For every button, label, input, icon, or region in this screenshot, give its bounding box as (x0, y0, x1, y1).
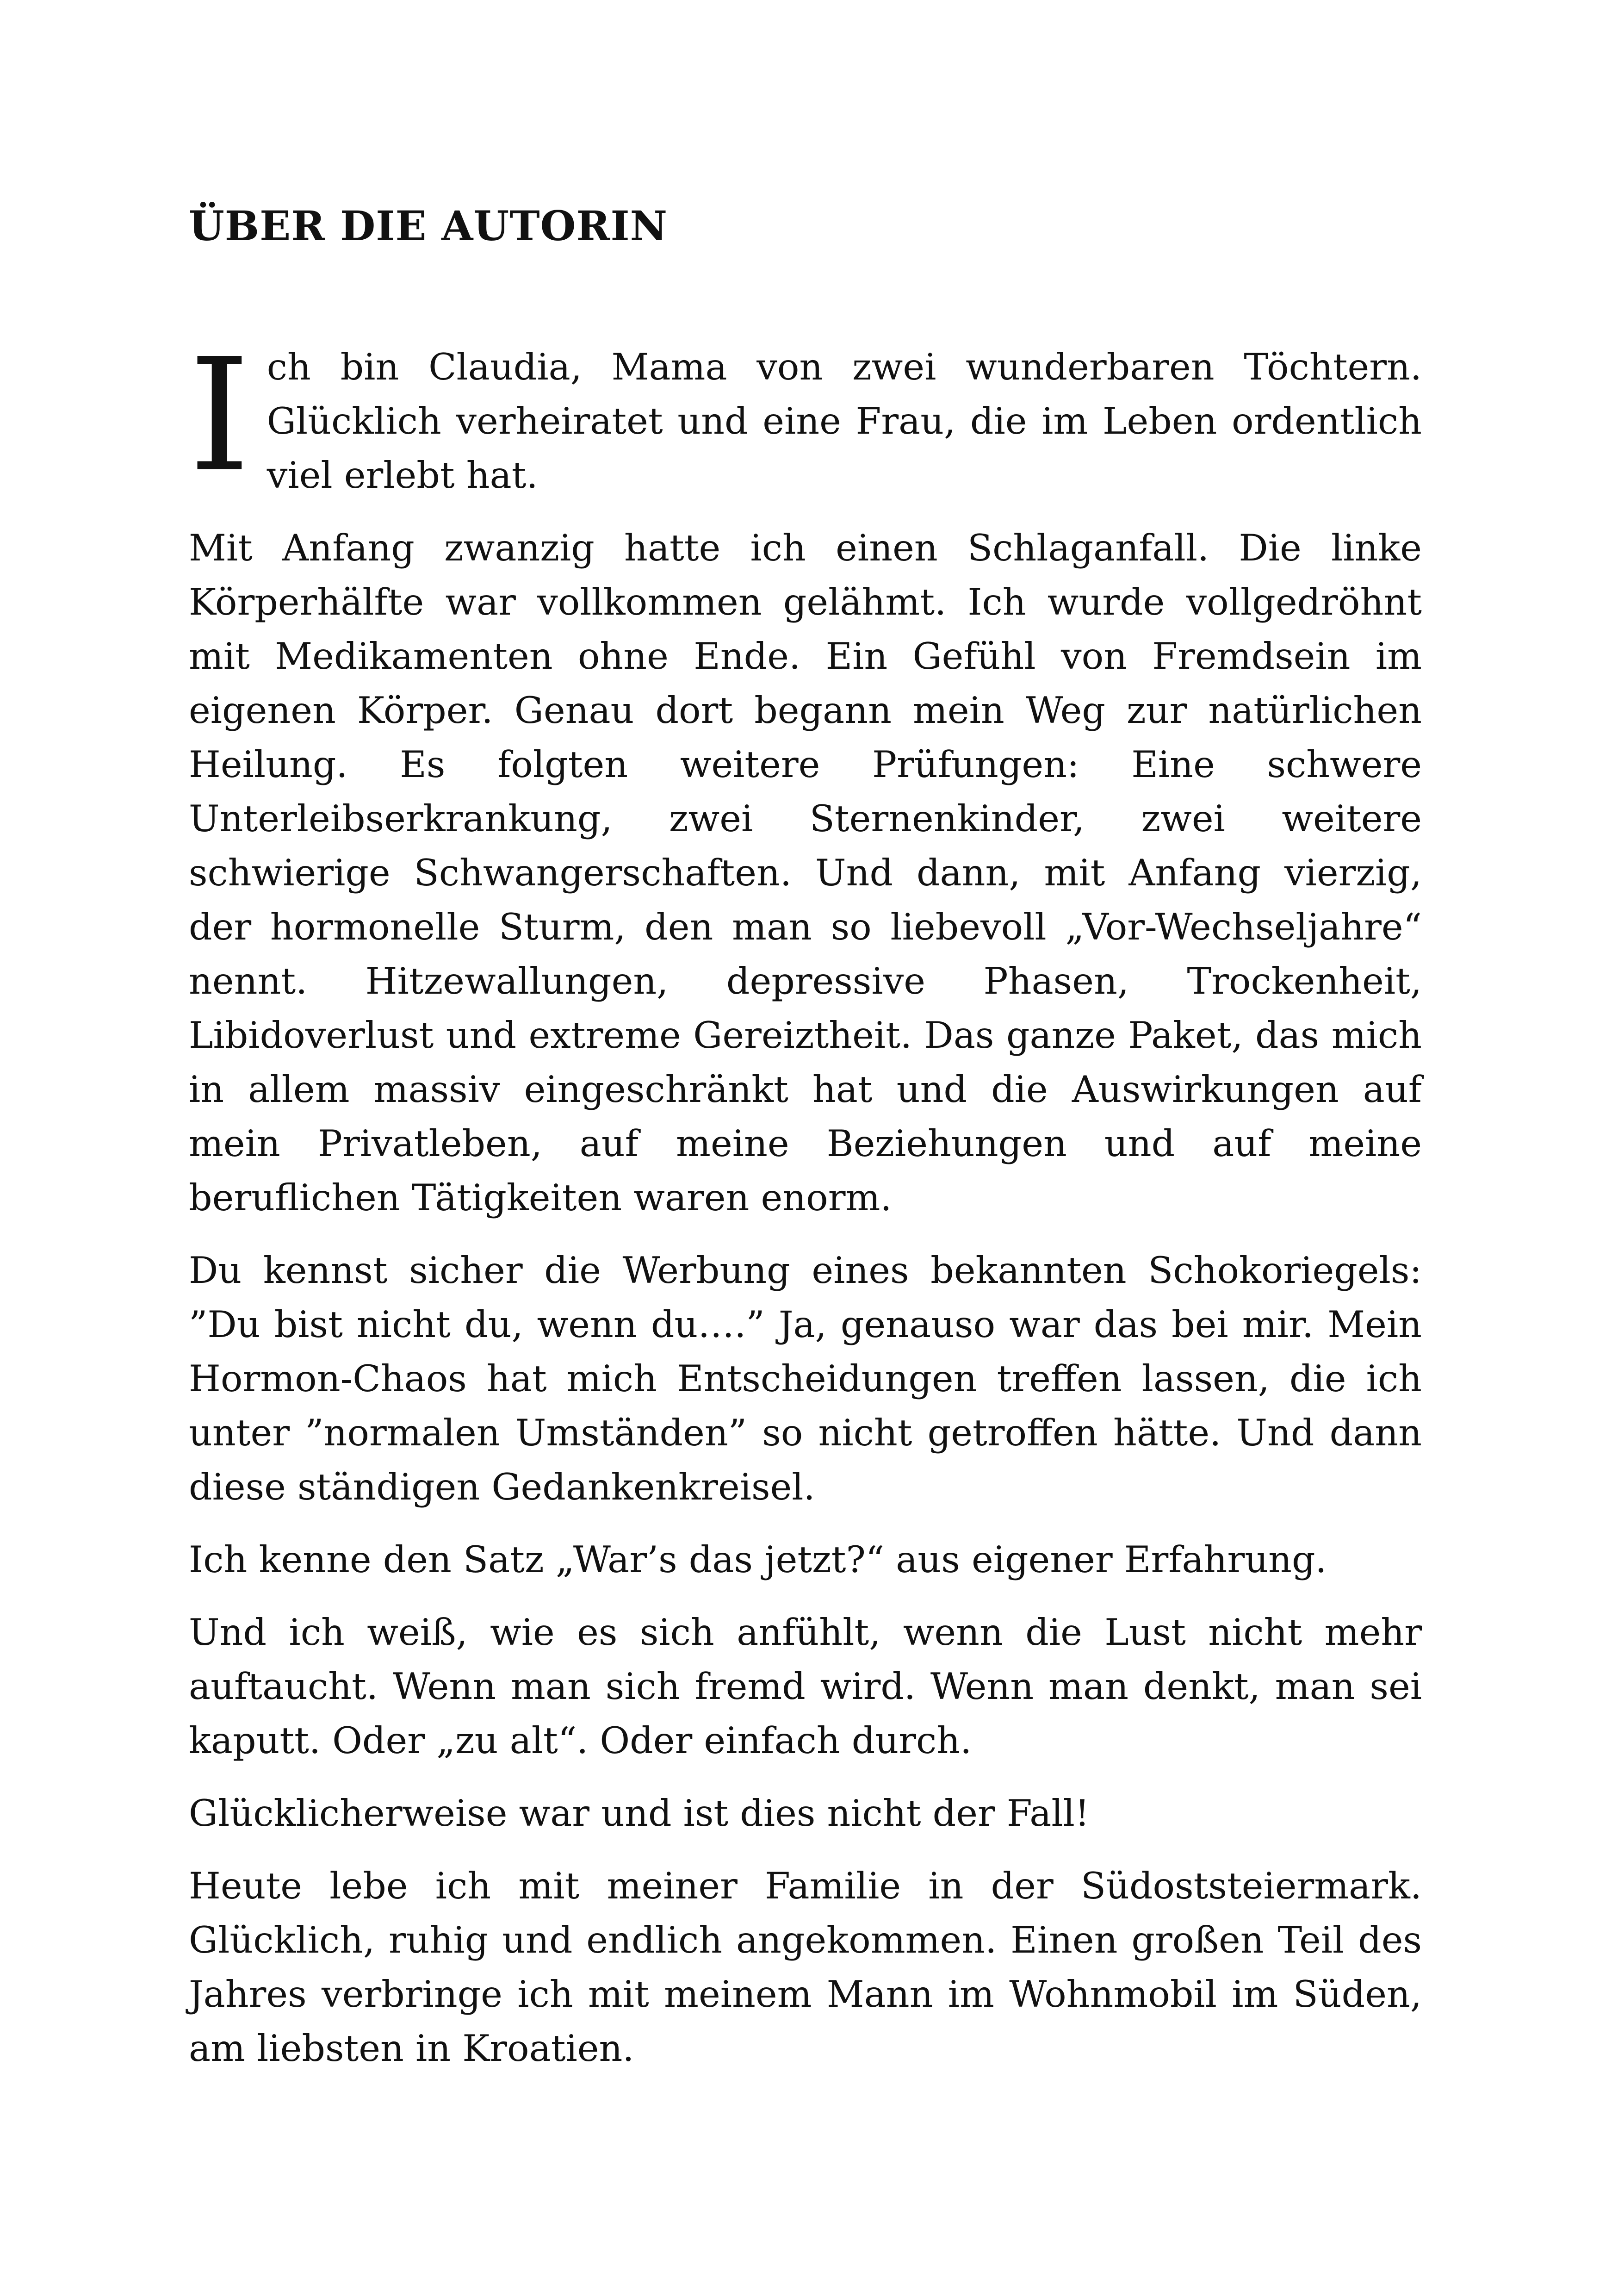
paragraph-chocolate-ad: Du kennst sicher die Werbung eines bekannten Schokoriegels: ”Du bist nicht du, wenn du….” Ja, genauso war das bei mir. Mein Hormon-Chaos hat mich Entscheidungen treffen lassen, die ich unter ”normalen Umständen” so nicht getroffen hätte. Und dann diese ständigen Gedankenkreisel. (189, 1249, 1422, 1508)
drop-cap: I (189, 325, 250, 506)
paragraph-intro (189, 325, 1422, 506)
paragraph-feelings: Und ich weiß, wie es sich anfühlt, wenn die Lust nicht mehr auftaucht. Wenn man sich fremd wird. Wenn man denkt, man sei kaputt. Oder „zu alt“. Oder einfach durch. (189, 1611, 1422, 1762)
page-title: ÜBER DIE AUTORIN (189, 202, 668, 250)
paragraph-today: Heute lebe ich mit meiner Familie in der Südoststeiermark. Glücklich, ruhig und endlich angekommen. Einen großen Teil des Jahres verbringe ich mit meinem Mann im Wohnmobil im Süden, am liebsten in Kroatien. (189, 1865, 1422, 2070)
body-text (189, 325, 1422, 2094)
paragraph-fortunately: Glücklicherweise war und ist dies nicht der Fall! (189, 1792, 1090, 1835)
paragraph-intro-text: ch bin Claudia, Mama von zwei wunderbaren Töchtern. Glücklich verheiratet und eine Frau, die im Leben ordentlich viel erlebt hat. (267, 346, 1422, 497)
paragraph-history: Mit Anfang zwanzig hatte ich einen Schlaganfall. Die linke Körperhälfte war vollkommen gelähmt. Ich wurde vollgedröhnt mit Medikamenten ohne Ende. Ein Gefühl von Fremdsein im eigenen Körper. Genau dort begann mein Weg zur natürlichen Heilung. Es folgten weitere Prüfungen: Eine schwere Unterleibserkrankung, zwei Sternenkinder, zwei weitere schwierige Schwangerschaften. Und dann, mit Anfang vierzig, der hormonelle Sturm, den man so liebevoll „Vor-Wechseljahre“ nennt. Hitzewallungen, depressive Phasen, Trockenheit, Libidoverlust und extreme Gereiztheit. Das ganze Paket, das mich in allem massiv eingeschränkt hat und die Auswirkungen auf mein Privatleben, auf meine Beziehungen und auf meine beruflichen Tätigkeiten waren enorm. (189, 527, 1422, 1219)
paragraph-question: Ich kenne den Satz „War’s das jetzt?“ aus eigener Erfahrung. (189, 1538, 1327, 1581)
